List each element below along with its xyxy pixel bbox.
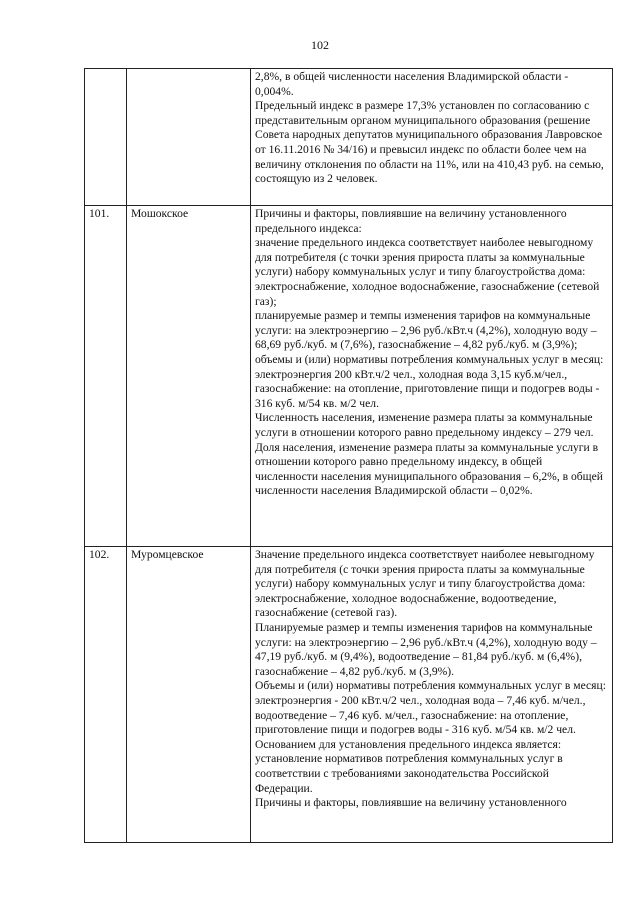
description-paragraph: Основанием для установления предельного индекса является: установление нормативов потребления коммунальных услуг в соответствии с требованиями законодательства Российской Федерации. — [255, 737, 563, 795]
description-paragraph: Планируемые размер и темпы изменения тарифов на коммунальные услуги: на электроэнергию – 2,96 руб./кВт.ч (4,2%), холодную воду – 47,19 руб./куб. м (9,4%), водоотведение – 81,84 руб./куб. м (6,4%), газоснабжение – 4,82 руб./куб. м (3,9%). — [255, 620, 597, 678]
description-paragraph: Причины и факторы, повлиявшие на величину установленного — [255, 796, 567, 810]
row-number-cell: 101. — [85, 206, 127, 547]
table-row — [85, 69, 613, 206]
tariff-index-table — [84, 68, 613, 843]
description-paragraph: Предельный индекс в размере 17,3% установлен по согласованию с представительным органом муниципального образования (решение Совета народных депутатов муниципального образования Лавровское от 16.11.2016 № 34/16) и превысил индекс по области более чем на величину отклонения по области на 11%, или на 410,43 руб. на семью, состоящую из 2 человек. — [255, 99, 604, 186]
description-cell — [251, 206, 613, 547]
description-paragraph: планируемые размер и темпы изменения тарифов на коммунальные услуги: на электроэнергию – 2,96 руб./кВт.ч (4,2%), холодную воду – 68,69 руб./куб. м (7,6%), газоснабжение – 4,82 руб./куб. м (3,9%); — [255, 309, 597, 352]
municipality-name-cell — [127, 69, 251, 206]
description-paragraph: Численность населения, изменение размера платы за коммунальные услуги в отношении которого равно предельному индексу – 279 чел. — [255, 411, 594, 439]
description-cell — [251, 547, 613, 843]
table-row — [85, 206, 613, 547]
row-number-cell — [85, 69, 127, 206]
description-paragraph: Значение предельного индекса соответствует наиболее невыгодному для потребителя (с точки зрения прироста платы за коммунальные услуги) набору коммунальных услуг и типу благоустройства дома: электроснабжение, холодное водоснабжение, водоотведение, газоснабжение (сетевой газ). — [255, 548, 595, 620]
description-paragraph: Причины и факторы, повлиявшие на величину установленного предельного индекса: — [255, 207, 567, 235]
description-cell — [251, 69, 613, 206]
page-number: 102 — [311, 38, 329, 52]
table-row — [85, 547, 613, 843]
row-number-cell: 102. — [85, 547, 127, 843]
description-paragraph: Доля населения, изменение размера платы за коммунальные услуги в отношении которого равно предельному индексу, в общей численности населения муниципального образования – 6,2%, в общей численности населения Владимирской области – 0,02%. — [255, 440, 603, 498]
description-paragraph: 2,8%, в общей численности населения Владимирской области - 0,004%. — [255, 70, 569, 98]
municipality-name-cell: Муромцевское — [127, 547, 251, 843]
description-paragraph: объемы и (или) нормативы потребления коммунальных услуг в месяц: электроэнергия 200 кВт.ч/2 чел., холодная вода 3,15 куб.м/чел., газоснабжение: на отопление, приготовление пищи и подогрев воды - 316 куб. м/54 кв. м/2 чел. — [255, 352, 604, 410]
municipality-name-cell: Мошокское — [127, 206, 251, 547]
description-paragraph: значение предельного индекса соответствует наиболее невыгодному для потребителя (с точки зрения прироста платы за коммунальные услуги) набору коммунальных услуг и типу благоустройства дома: электроснабжение, холодное водоснабжение, газоснабжение (сетевой газ); — [255, 236, 600, 308]
description-paragraph: Объемы и (или) нормативы потребления коммунальных услуг в месяц: электроэнергия - 200 кВт.ч/2 чел., холодная вода – 7,46 куб. м/чел., водоотведение – 7,46 куб. м/чел., газоснабжение: на отопление, приготовление пищи и подогрев воды - 316 куб. м/54 кв. м/2 чел. — [255, 679, 606, 737]
